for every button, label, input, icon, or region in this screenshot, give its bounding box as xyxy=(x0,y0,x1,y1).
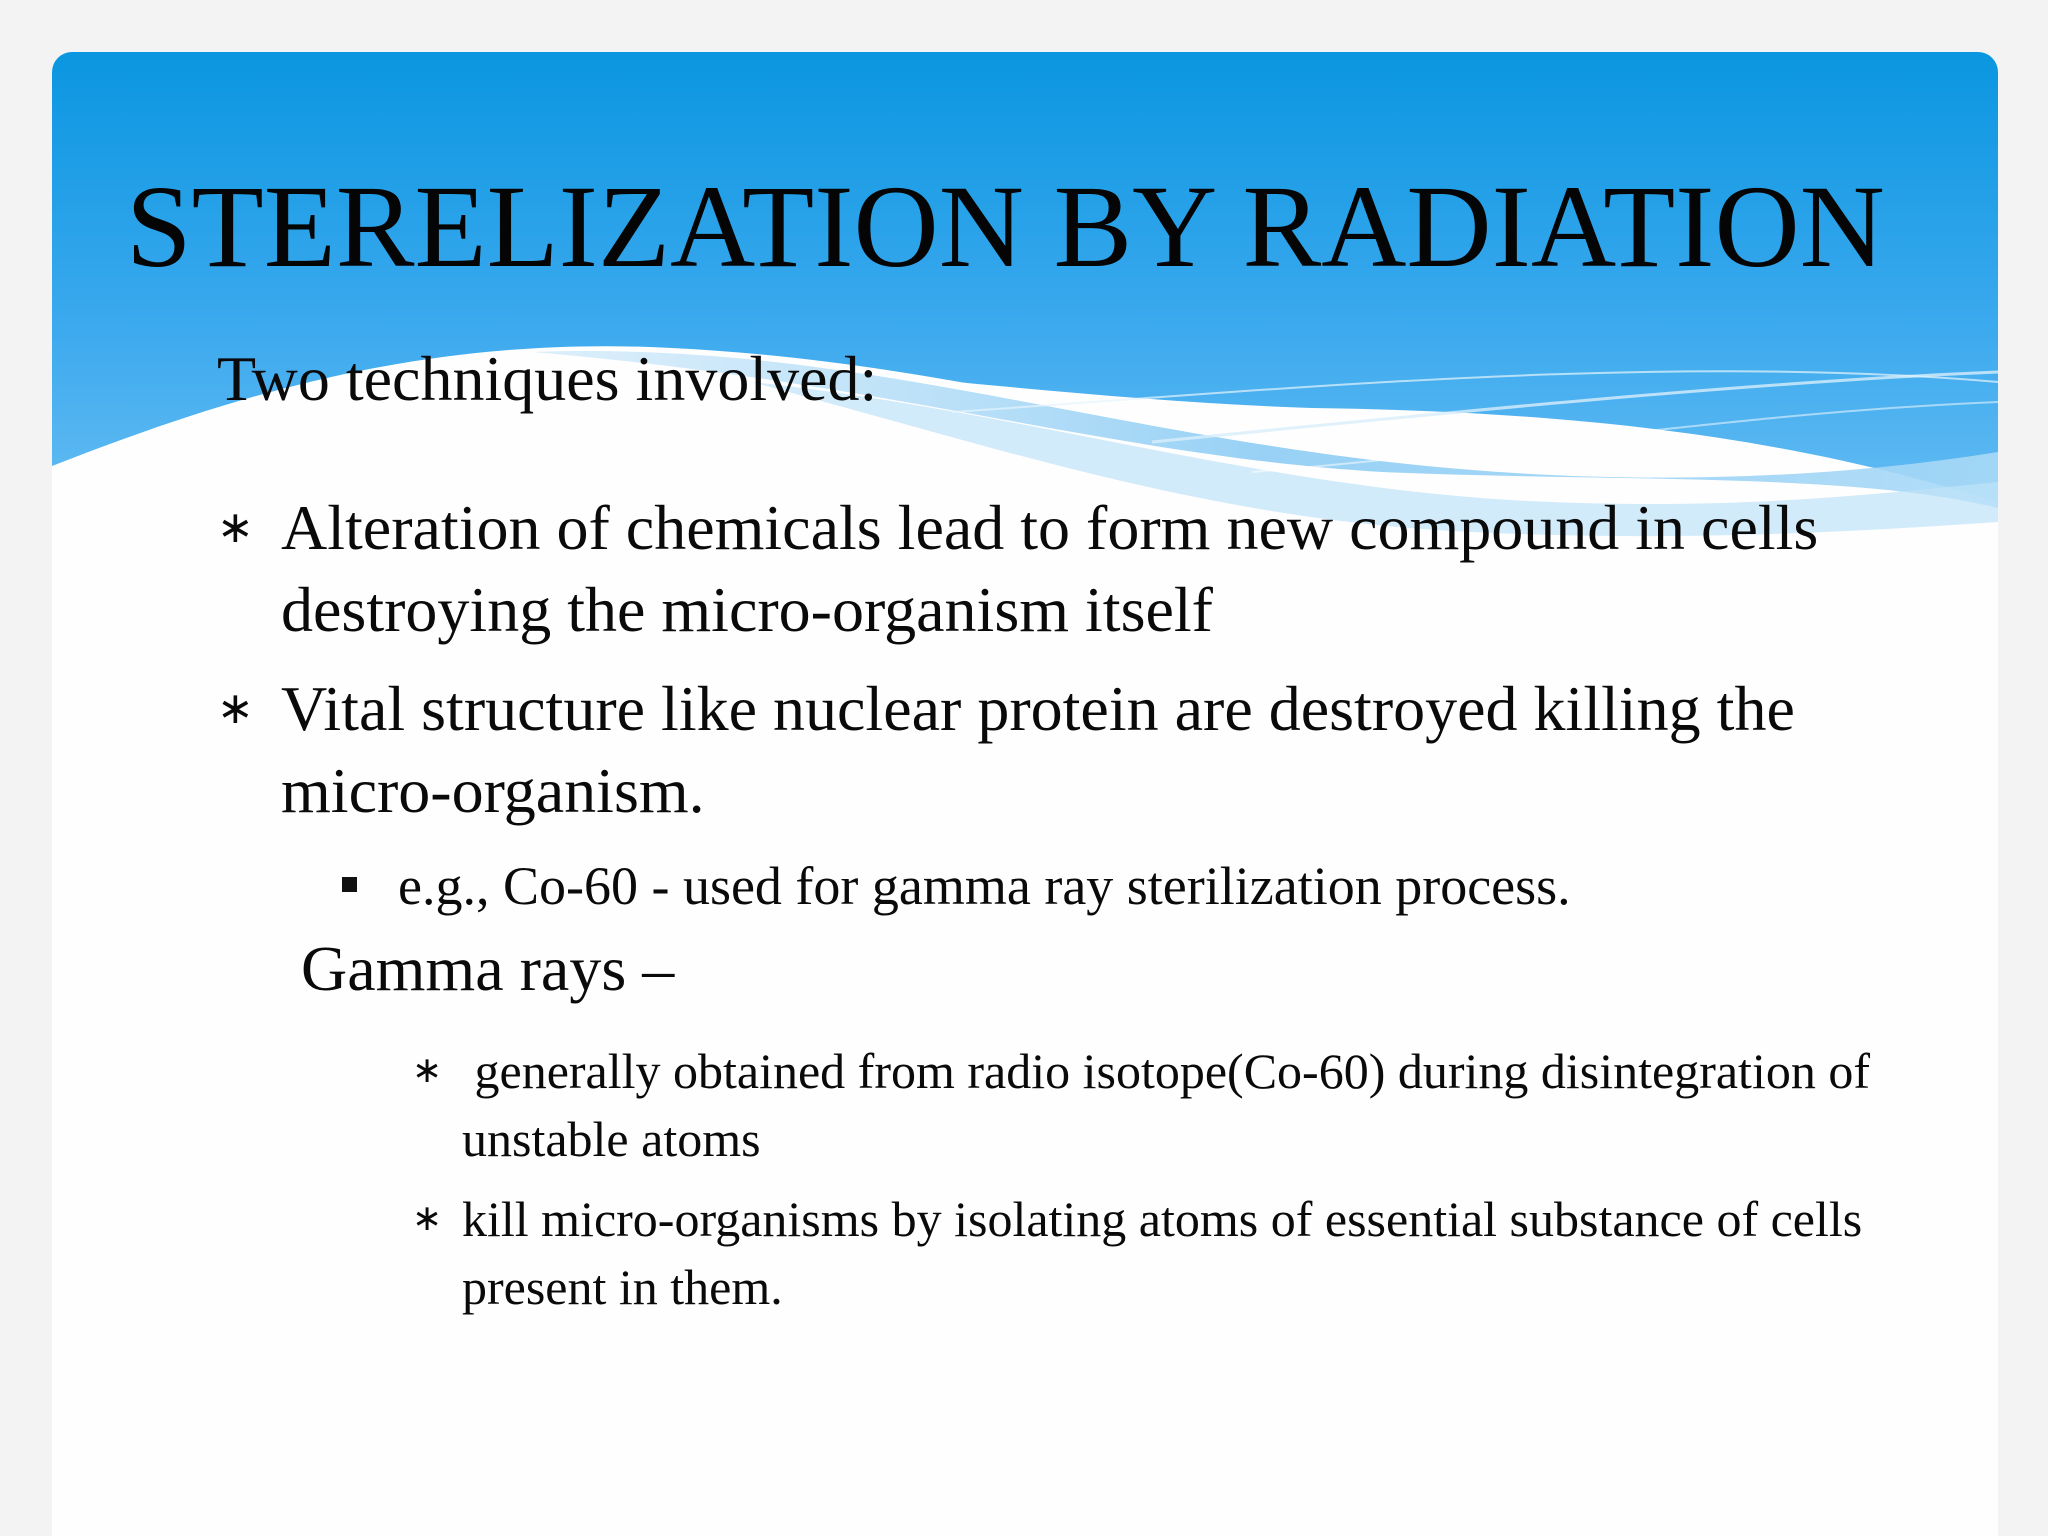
intro-text: Two techniques involved: xyxy=(217,343,878,414)
gamma-bullet-item xyxy=(412,1185,1962,1321)
sub-bullet-item xyxy=(398,852,1571,920)
bullet-item xyxy=(217,668,1981,832)
asterisk-bullet-icon: ∗ xyxy=(217,502,254,553)
asterisk-bullet-icon: ∗ xyxy=(412,1198,443,1239)
sub-bullet-text: e.g., Co-60 - used for gamma ray sterilization process. xyxy=(398,856,1571,916)
bullet-text: Alteration of chemicals lead to form new compound in cells destroying the micro-organism itself xyxy=(281,492,1819,645)
bullet-text: Vital structure like nuclear protein are destroyed killing the micro-organism. xyxy=(281,673,1795,826)
asterisk-bullet-icon: ∗ xyxy=(217,683,254,734)
bullet-item xyxy=(217,487,1981,651)
slide xyxy=(52,52,1998,1536)
asterisk-bullet-icon: ∗ xyxy=(412,1050,443,1091)
gamma-bullet-text: generally obtained from radio isotope(Co-60) during disintegration of unstable atoms xyxy=(462,1043,1883,1167)
gamma-bullet-item xyxy=(412,1037,1962,1173)
square-bullet-icon xyxy=(342,877,357,892)
gamma-heading: Gamma rays – xyxy=(301,933,675,1004)
slide-title: STERELIZATION BY RADIATION xyxy=(126,161,1885,292)
gamma-bullet-text: kill micro-organisms by isolating atoms of essential substance of cells present in them. xyxy=(462,1191,1863,1315)
